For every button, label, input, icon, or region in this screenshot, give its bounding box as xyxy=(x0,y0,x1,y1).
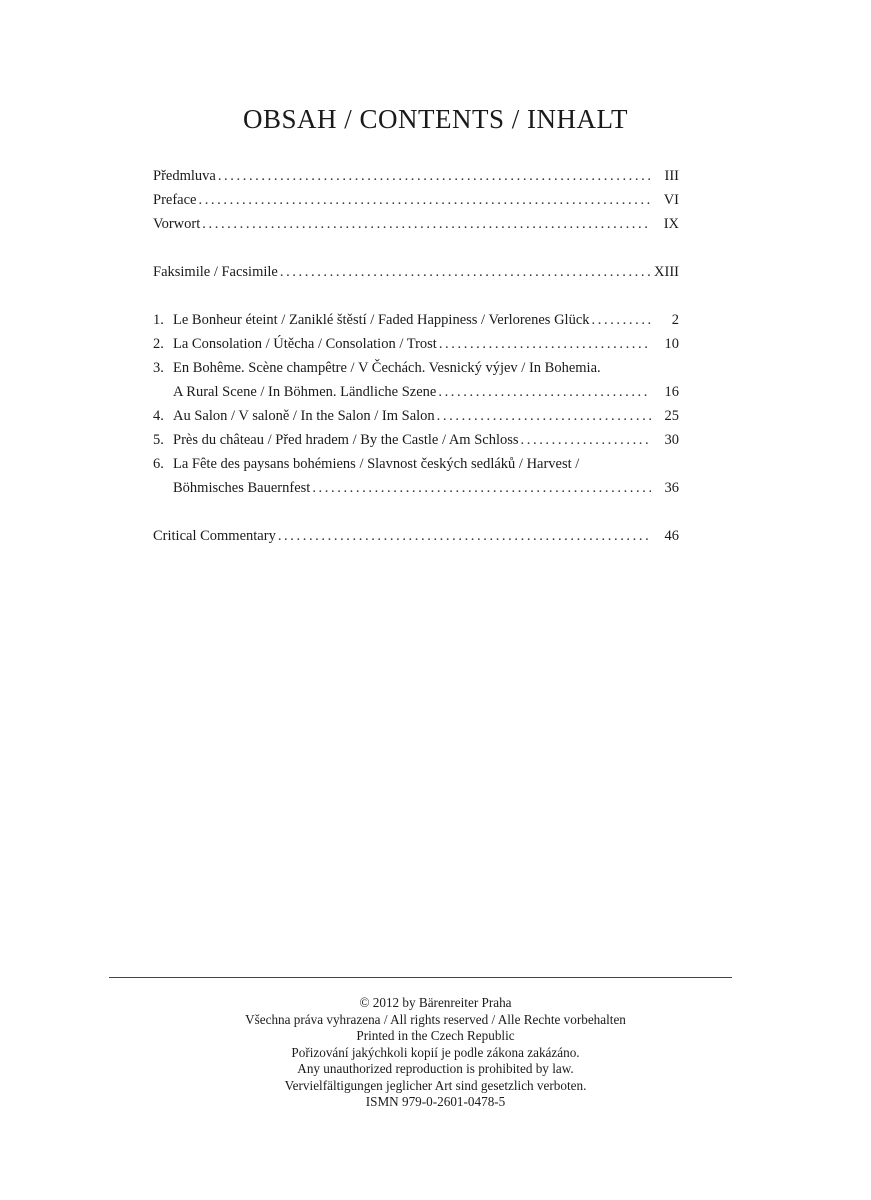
leader-dots xyxy=(198,188,651,212)
toc-page-number: 25 xyxy=(664,408,679,424)
toc-entry-critical-commentary xyxy=(153,524,679,548)
leader-dots xyxy=(592,308,651,332)
toc-entry-text: En Bohême. Scène champêtre / V Čechách. Vesnický výjev / In Bohemia. xyxy=(173,360,601,376)
toc-page-number: VI xyxy=(663,192,679,208)
imprint-rights: Všechna práva vyhrazena / All rights reserved / Alle Rechte vorbehalten xyxy=(245,1011,626,1027)
toc-page-number: 10 xyxy=(664,336,679,352)
toc-front-matter xyxy=(153,164,679,236)
imprint-ismn: ISMN 979-0-2601-0478-5 xyxy=(365,1094,506,1109)
toc-entry-piece-6 xyxy=(153,452,679,500)
imprint-copy-prohibition-en: Any unauthorized reproduction is prohibited by law. xyxy=(297,1061,574,1076)
toc-entry-facsimile xyxy=(153,260,679,284)
toc-entry-text: Critical Commentary xyxy=(153,528,276,544)
leader-dots xyxy=(278,524,651,548)
toc-page-number: III xyxy=(664,168,679,184)
toc-entry-text: Preface xyxy=(153,192,197,208)
leader-dots xyxy=(438,380,651,404)
toc-entry-text: Près du château / Před hradem / By the Castle / Am Schloss xyxy=(173,432,519,448)
leader-dots xyxy=(202,212,651,236)
toc-entry-piece-3 xyxy=(153,356,679,404)
imprint-copy-prohibition-cz: Pořizování jakýchkoli kopií je podle zákona zakázáno. xyxy=(291,1044,580,1060)
toc-entry-text: Vorwort xyxy=(153,216,201,232)
imprint-block xyxy=(0,995,871,1111)
table-of-contents xyxy=(153,164,679,548)
toc-entry-number: 4. xyxy=(153,408,164,424)
leader-dots xyxy=(437,404,651,428)
toc-entry-vorwort xyxy=(153,212,679,236)
toc-page-number: 36 xyxy=(664,480,679,496)
toc-page-number: 2 xyxy=(671,312,679,328)
toc-page-number: 16 xyxy=(664,384,679,400)
toc-entry-number: 5. xyxy=(153,432,164,448)
leader-dots xyxy=(280,260,650,284)
leader-dots xyxy=(439,332,651,356)
toc-entry-text-continued: A Rural Scene / In Böhmen. Ländliche Szene xyxy=(173,384,437,400)
toc-entry-piece-2 xyxy=(153,332,679,356)
toc-entry-number: 1. xyxy=(153,312,164,328)
toc-entry-text: Au Salon / V saloně / In the Salon / Im Salon xyxy=(173,408,435,424)
toc-entry-text: Faksimile / Facsimile xyxy=(153,264,278,280)
toc-entry-piece-4 xyxy=(153,404,679,428)
toc-entry-text: Předmluva xyxy=(153,168,216,184)
toc-entry-text: La Fête des paysans bohémiens / Slavnost českých sedláků / Harvest / xyxy=(173,456,580,472)
toc-entry-text: Le Bonheur éteint / Zaniklé štěstí / Faded Happiness / Verlorenes Glück xyxy=(173,312,590,328)
toc-page-number: IX xyxy=(663,216,679,232)
toc-entry-number: 3. xyxy=(153,360,164,376)
toc-page-number: XIII xyxy=(654,264,679,280)
leader-dots xyxy=(218,164,651,188)
toc-entry-text: La Consolation / Útěcha / Consolation / Trost xyxy=(173,336,437,352)
imprint-divider xyxy=(109,977,732,978)
page-title: OBSAH / CONTENTS / INHALT xyxy=(242,104,628,134)
toc-entry-piece-5 xyxy=(153,428,679,452)
toc-entry-number: 6. xyxy=(153,456,164,472)
toc-entry-preface xyxy=(153,188,679,212)
toc-entry-piece-1 xyxy=(153,308,679,332)
toc-entry-predmluva xyxy=(153,164,679,188)
leader-dots xyxy=(521,428,651,452)
toc-entry-text-continued: Böhmisches Bauernfest xyxy=(173,480,311,496)
imprint-copy-prohibition-de: Vervielfältigungen jeglicher Art sind gesetzlich verboten. xyxy=(284,1077,587,1093)
toc-entry-number: 2. xyxy=(153,336,164,352)
toc-pieces xyxy=(153,308,679,500)
imprint-copyright: © 2012 by Bärenreiter Praha xyxy=(359,995,512,1010)
leader-dots xyxy=(312,476,651,500)
toc-page-number: 30 xyxy=(664,432,679,448)
toc-page-number: 46 xyxy=(664,528,679,544)
imprint-printed: Printed in the Czech Republic xyxy=(356,1028,515,1043)
